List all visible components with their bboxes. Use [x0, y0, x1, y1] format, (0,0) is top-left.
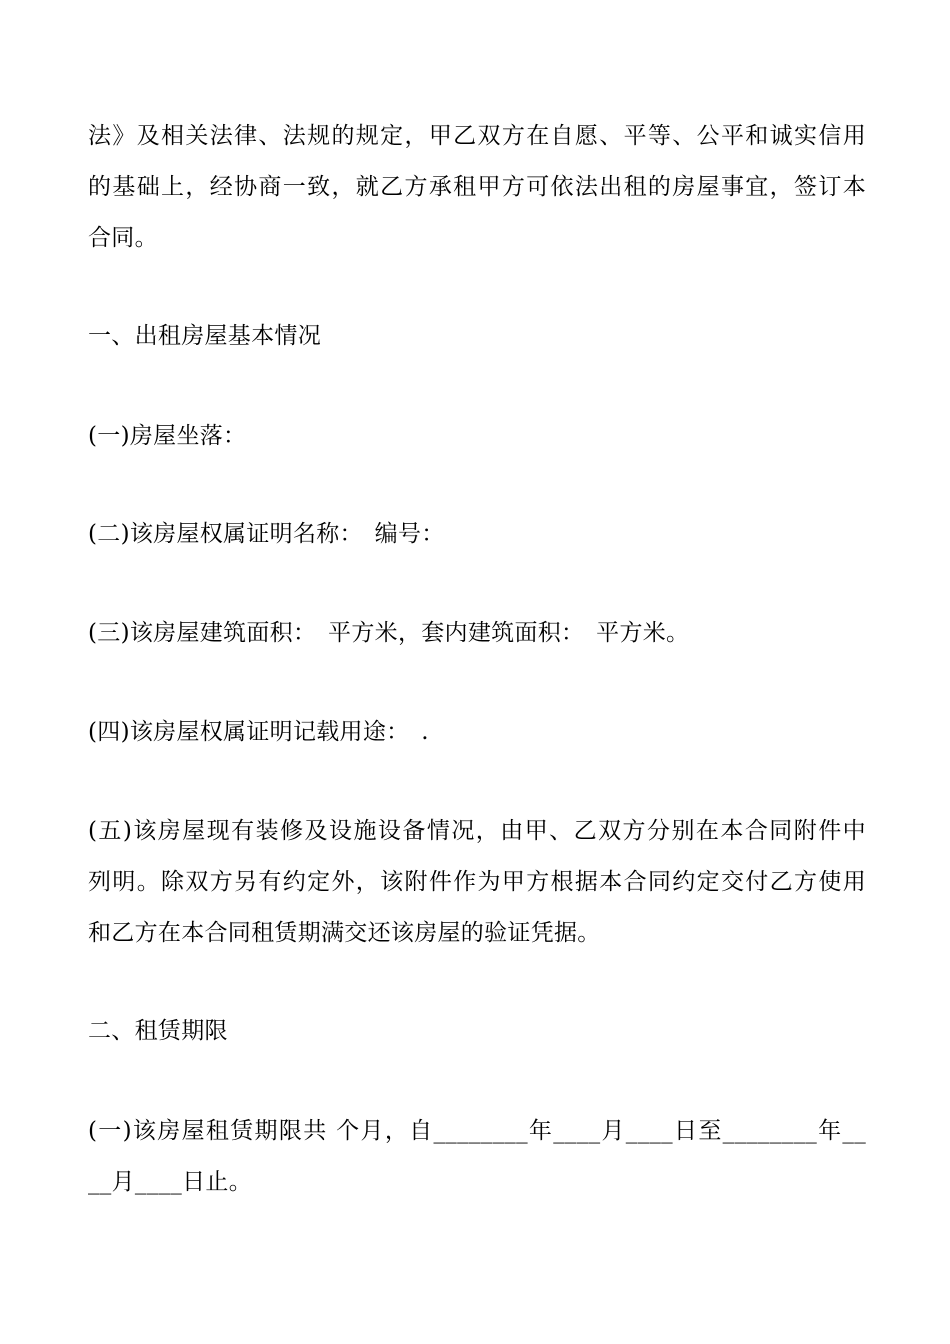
- item-building-area: (三)该房屋建筑面积： 平方米，套内建筑面积： 平方米。: [88, 620, 690, 646]
- item-house-location: (一)房屋坐落：: [88, 423, 247, 449]
- intro-line-3: 合同。: [88, 225, 158, 251]
- item-facilities-line-3: 和乙方在本合同租赁期满交还该房屋的验证凭据。: [88, 920, 601, 946]
- item-ownership-certificate: (二)该房屋权属证明名称： 编号：: [88, 521, 445, 547]
- item-lease-term-line-1: (一)该房屋租赁期限共 个月，自________年____月____日至________年__: [88, 1118, 866, 1144]
- intro-line-1: 法》及相关法律、法规的规定，甲乙双方在自愿、平等、公平和诚实信用: [88, 123, 866, 149]
- item-facilities-line-1: (五)该房屋现有装修及设施设备情况，由甲、乙双方分别在本合同附件中: [88, 818, 866, 844]
- section-heading-basic-info: 一、出租房屋基本情况: [88, 323, 321, 349]
- item-facilities-line-2: 列明。除双方另有约定外，该附件作为甲方根据本合同约定交付乙方使用: [88, 869, 866, 895]
- item-lease-term-line-2: __月____日止。: [88, 1169, 252, 1195]
- item-recorded-usage: (四)该房屋权属证明记载用途： .: [88, 719, 429, 745]
- intro-line-2: 的基础上，经协商一致，就乙方承租甲方可依法出租的房屋事宜，签订本: [88, 174, 866, 200]
- section-heading-lease-term: 二、租赁期限: [88, 1018, 228, 1044]
